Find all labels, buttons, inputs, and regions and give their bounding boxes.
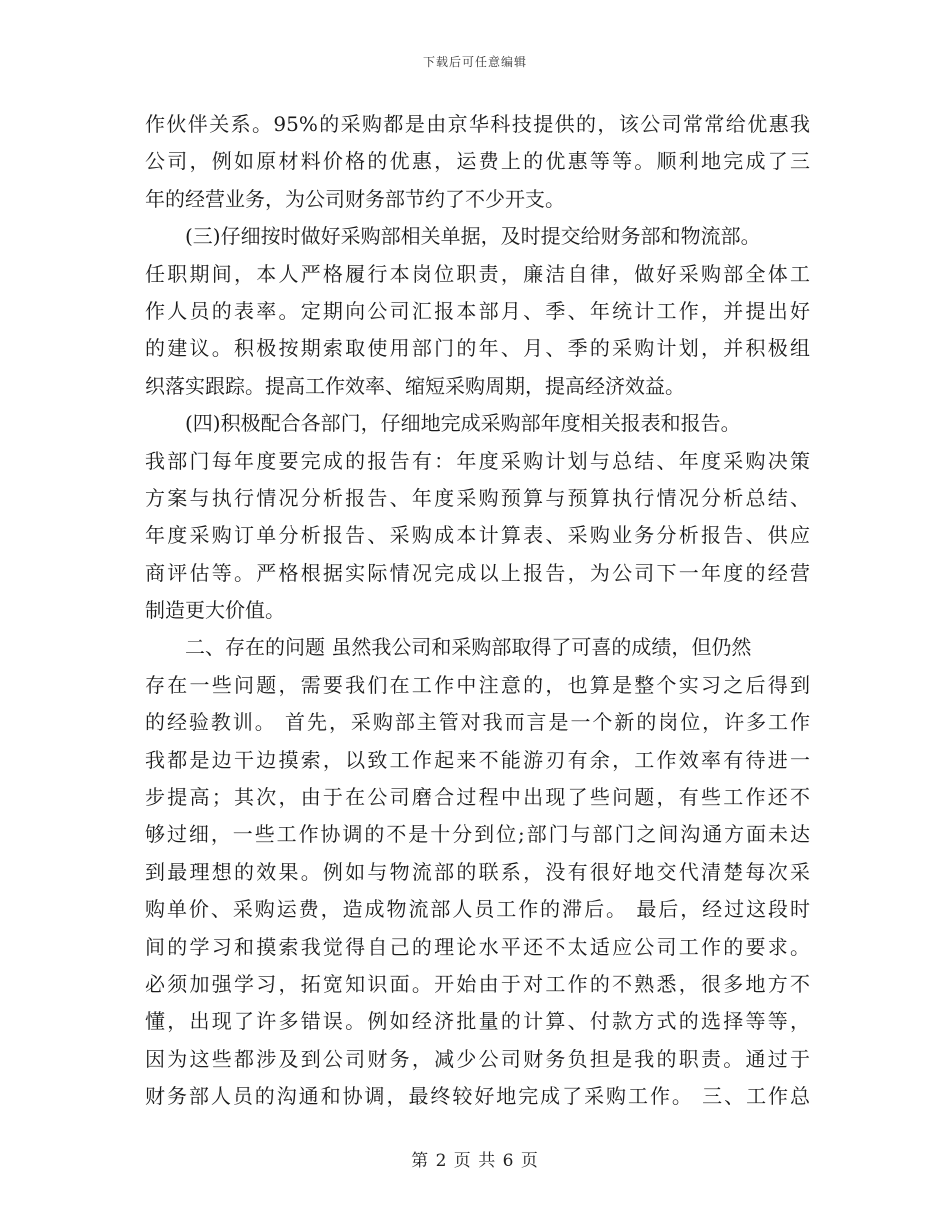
paragraph-line: 我都是边干边摸索，以致工作起来不能游刃有余，工作效率有待进一 <box>145 747 810 772</box>
paragraph-line: 的建议。积极按期索取使用部门的年、月、季的采购计划，并积极组 <box>145 336 810 361</box>
page-number: 第 2 页 共 6 页 <box>411 1151 539 1171</box>
paragraph-line: 作伙伴关系。95%的采购都是由京华科技提供的，该公司常常给优惠我 <box>145 112 810 136</box>
paragraph-line: 到最理想的效果。例如与物流部的联系，没有很好地交代清楚每次采 <box>145 859 810 884</box>
paragraph-line: 够过细，一些工作协调的不是十分到位;部门与部门之间沟通方面未达 <box>145 822 810 847</box>
paragraph-line: 存在一些问题，需要我们在工作中注意的，也算是整个实习之后得到 <box>145 672 810 697</box>
paragraph-line: 购单价、采购运费，造成物流部人员工作的滞后。 最后，经过这段时 <box>145 897 810 922</box>
paragraph-line: 年度采购订单分析报告、采购成本计算表、采购业务分析报告、供应 <box>145 523 810 548</box>
paragraph-line: 年的经营业务，为公司财务部节约了不少开支。 <box>145 186 565 211</box>
paragraph-line: 必须加强学习，拓宽知识面。开始由于对工作的不熟悉，很多地方不 <box>145 971 810 996</box>
paragraph-line: 的经验教训。 首先，采购部主管对我而言是一个新的岗位，许多工作 <box>145 710 810 735</box>
paragraph-line: 公司，例如原材料价格的优惠，运费上的优惠等等。顺利地完成了三 <box>145 149 810 174</box>
paragraph-line: 财务部人员的沟通和协调，最终较好地完成了采购工作。 三、工作总 <box>145 1084 810 1109</box>
paragraph-line: 因为这些都涉及到公司财务，减少公司财务负担是我的职责。通过于 <box>145 1046 810 1071</box>
paragraph-line: 商评估等。严格根据实际情况完成以上报告，为公司下一年度的经营 <box>145 560 810 585</box>
paragraph-line: (三)仔细按时做好采购部相关单据，及时提交给财务部和物流部。 <box>185 224 761 249</box>
paragraph-line: (四)积极配合各部门，仔细地完成采购部年度相关报表和报告。 <box>185 411 741 436</box>
paragraph-line: 我部门每年度要完成的报告有：年度采购计划与总结、年度采购决策 <box>145 448 810 473</box>
paragraph-line: 作人员的表率。定期向公司汇报本部月、季、年统计工作，并提出好 <box>145 298 810 323</box>
paragraph-line: 懂，出现了许多错误。例如经济批量的计算、付款方式的选择等等， <box>145 1009 810 1034</box>
paragraph-line: 步提高；其次，由于在公司磨合过程中出现了些问题，有些工作还不 <box>145 785 810 810</box>
paragraph-line: 任职期间，本人严格履行本岗位职责，廉洁自律，做好采购部全体工 <box>145 261 810 286</box>
document-body <box>145 106 810 1116</box>
page-header: 下载后可任意编辑 <box>422 55 527 69</box>
paragraph-line: 二、存在的问题 虽然我公司和采购部取得了可喜的成绩，但仍然 <box>185 635 752 660</box>
paragraph-line: 制造更大价值。 <box>145 598 285 623</box>
paragraph-line: 织落实跟踪。提高工作效率、缩短采购周期，提高经济效益。 <box>145 373 685 398</box>
paragraph-line: 方案与执行情况分析报告、年度采购预算与预算执行情况分析总结、 <box>145 485 810 510</box>
paragraph-line: 间的学习和摸索我觉得自己的理论水平还不太适应公司工作的要求。 <box>145 934 810 959</box>
